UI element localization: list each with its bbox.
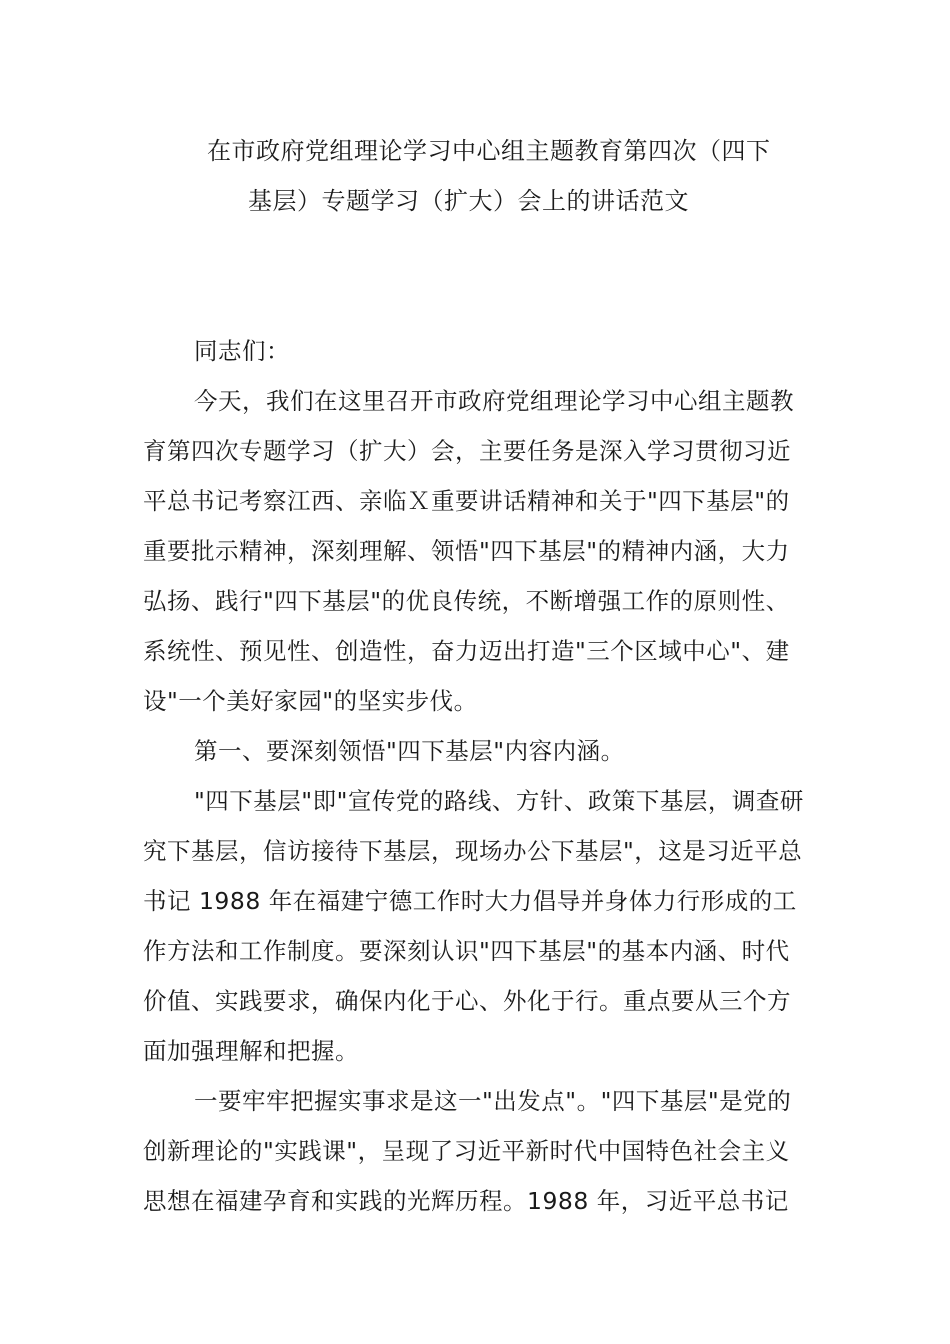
paragraph-line: 今天，我们在这里召开市政府党组理论学习中心组主题教 — [194, 387, 794, 415]
document-title-line-2: 基层）专题学习（扩大）会上的讲话范文 — [248, 187, 689, 215]
paragraph-line: 作方法和工作制度。要深刻认识"四下基层"的基本内涵、时代 — [143, 937, 790, 965]
document-title-line-1: 在市政府党组理论学习中心组主题教育第四次（四下 — [207, 137, 771, 165]
paragraph-line: 弘扬、践行"四下基层"的优良传统，不断增强工作的原则性、 — [143, 587, 790, 615]
paragraph-line: 面加强理解和把握。 — [143, 1037, 359, 1065]
paragraph-line: 书记 1988 年在福建宁德工作时大力倡导并身体力行形成的工 — [143, 887, 797, 915]
paragraph-line: 系统性、预见性、创造性，奋力迈出打造"三个区域中心"、建 — [143, 637, 790, 665]
paragraph-line: 重要批示精神，深刻理解、领悟"四下基层"的精神内涵，大力 — [143, 537, 790, 565]
paragraph-line: "四下基层"即"宣传党的路线、方针、政策下基层，调查研 — [194, 787, 804, 815]
paragraph-line: 育第四次专题学习（扩大）会，主要任务是深入学习贯彻习近 — [143, 437, 791, 465]
section-heading: 第一、要深刻领悟"四下基层"内容内涵。 — [194, 737, 625, 765]
paragraph-line: 思想在福建孕育和实践的光辉历程。1988 年，习近平总书记 — [143, 1187, 789, 1215]
paragraph-line: 价值、实践要求，确保内化于心、外化于行。重点要从三个方 — [143, 987, 791, 1015]
paragraph-line: 创新理论的"实践课"，呈现了习近平新时代中国特色社会主义 — [143, 1137, 790, 1165]
paragraph-line: 平总书记考察江西、亲临Ｘ重要讲话精神和关于"四下基层"的 — [143, 487, 790, 515]
paragraph-line: 一要牢牢把握实事求是这一"出发点"。"四下基层"是党的 — [194, 1087, 792, 1115]
paragraph-line: 设"一个美好家园"的坚实步伐。 — [143, 687, 478, 715]
paragraph-line: 究下基层，信访接待下基层，现场办公下基层"，这是习近平总 — [143, 837, 803, 865]
salutation: 同志们： — [194, 337, 290, 365]
